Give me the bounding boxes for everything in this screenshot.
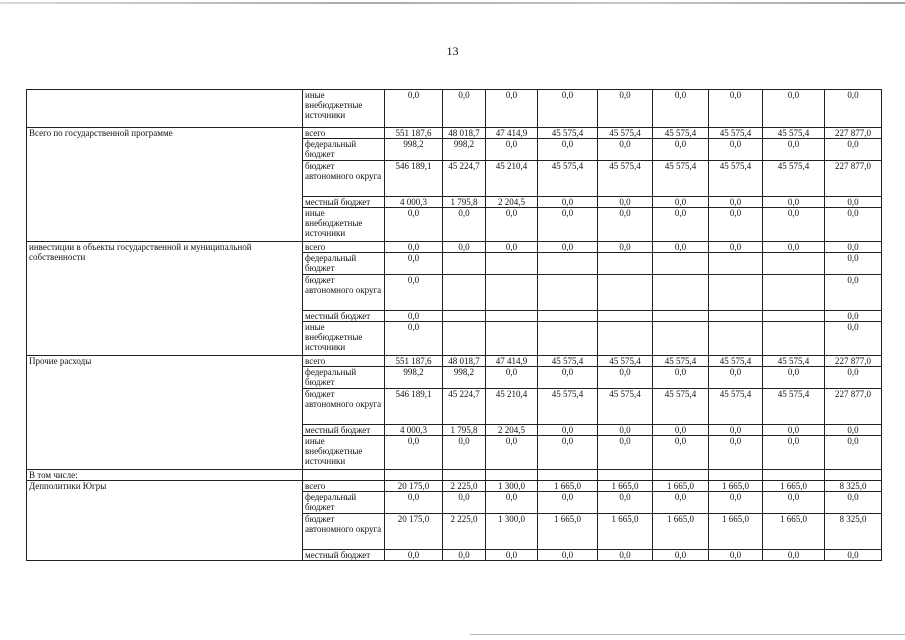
value-cell: 0,0 [486, 367, 538, 389]
value-cell: 0,0 [486, 492, 538, 514]
value-cell: 998,2 [443, 367, 486, 389]
value-cell: 0,0 [443, 550, 486, 561]
value-cell [763, 470, 825, 481]
source-cell: местный бюджет [303, 425, 385, 436]
value-cell [486, 253, 538, 275]
value-cell: 0,0 [598, 139, 653, 161]
source-cell: бюджет автономного округа [303, 514, 385, 550]
value-cell: 551 187,6 [385, 128, 443, 139]
value-cell: 0,0 [538, 90, 598, 128]
value-cell: 45 210,4 [486, 161, 538, 197]
source-cell: федеральный бюджет [303, 492, 385, 514]
value-cell: 45 575,4 [598, 161, 653, 197]
value-cell [486, 470, 538, 481]
value-cell: 0,0 [763, 425, 825, 436]
value-cell: 1 665,0 [653, 481, 709, 492]
value-cell: 0,0 [598, 367, 653, 389]
program-cell: Всего по государственной программе [27, 128, 303, 242]
source-cell: местный бюджет [303, 197, 385, 208]
value-cell: 45 575,4 [709, 356, 763, 367]
value-cell: 45 224,7 [443, 389, 486, 425]
value-cell: 0,0 [825, 436, 882, 470]
value-cell: 0,0 [653, 367, 709, 389]
table-row [27, 356, 882, 367]
value-cell: 0,0 [538, 492, 598, 514]
value-cell: 0,0 [653, 208, 709, 242]
value-cell: 1 795,8 [443, 197, 486, 208]
value-cell: 0,0 [443, 208, 486, 242]
value-cell: 45 575,4 [538, 161, 598, 197]
value-cell: 0,0 [443, 90, 486, 128]
value-cell [443, 275, 486, 311]
source-cell: всего [303, 481, 385, 492]
value-cell: 0,0 [825, 492, 882, 514]
value-cell: 45 575,4 [598, 128, 653, 139]
value-cell: 45 575,4 [763, 161, 825, 197]
source-cell: всего [303, 128, 385, 139]
value-cell: 0,0 [709, 425, 763, 436]
value-cell: 227 877,0 [825, 356, 882, 367]
value-cell: 0,0 [825, 197, 882, 208]
source-cell: федеральный бюджет [303, 367, 385, 389]
value-cell: 227 877,0 [825, 128, 882, 139]
value-cell: 0,0 [825, 275, 882, 311]
source-cell: бюджет автономного округа [303, 389, 385, 425]
value-cell: 0,0 [598, 242, 653, 253]
value-cell: 45 575,4 [763, 356, 825, 367]
source-cell: иные внебюджетные источники [303, 208, 385, 242]
value-cell: 45 575,4 [653, 128, 709, 139]
value-cell: 0,0 [538, 197, 598, 208]
value-cell: 0,0 [598, 492, 653, 514]
value-cell: 227 877,0 [825, 389, 882, 425]
value-cell [653, 275, 709, 311]
value-cell: 48 018,7 [443, 356, 486, 367]
value-cell: 0,0 [709, 367, 763, 389]
value-cell [598, 275, 653, 311]
program-cell [27, 90, 303, 128]
source-cell: местный бюджет [303, 311, 385, 322]
program-cell: Депполитики Югры [27, 481, 303, 561]
value-cell: 1 665,0 [538, 514, 598, 550]
value-cell: 0,0 [763, 550, 825, 561]
program-cell: Прочие расходы [27, 356, 303, 470]
value-cell: 4 000,3 [385, 425, 443, 436]
value-cell [709, 253, 763, 275]
value-cell: 0,0 [598, 197, 653, 208]
table-row [27, 242, 882, 253]
value-cell: 0,0 [653, 242, 709, 253]
program-cell: В том числе: [27, 470, 303, 481]
source-cell: иные внебюджетные источники [303, 322, 385, 356]
value-cell: 0,0 [486, 436, 538, 470]
value-cell: 0,0 [538, 242, 598, 253]
value-cell: 0,0 [486, 208, 538, 242]
table-row [27, 481, 882, 492]
value-cell: 0,0 [385, 436, 443, 470]
value-cell: 45 575,4 [709, 128, 763, 139]
value-cell [763, 253, 825, 275]
value-cell: 45 210,4 [486, 389, 538, 425]
value-cell [709, 470, 763, 481]
value-cell: 47 414,9 [486, 128, 538, 139]
value-cell: 0,0 [443, 436, 486, 470]
value-cell: 0,0 [385, 492, 443, 514]
value-cell: 2 204,5 [486, 197, 538, 208]
value-cell: 0,0 [653, 550, 709, 561]
value-cell: 0,0 [763, 139, 825, 161]
value-cell: 998,2 [385, 367, 443, 389]
value-cell: 45 575,4 [763, 128, 825, 139]
source-cell: иные внебюджетные источники [303, 436, 385, 470]
value-cell: 1 665,0 [763, 481, 825, 492]
value-cell: 8 325,0 [825, 514, 882, 550]
value-cell: 45 575,4 [653, 356, 709, 367]
value-cell [443, 311, 486, 322]
value-cell: 45 575,4 [709, 161, 763, 197]
value-cell: 0,0 [385, 311, 443, 322]
value-cell: 0,0 [709, 550, 763, 561]
value-cell [538, 311, 598, 322]
value-cell [709, 322, 763, 356]
value-cell [763, 311, 825, 322]
value-cell: 0,0 [486, 139, 538, 161]
source-cell: иные внебюджетные источники [303, 90, 385, 128]
value-cell: 0,0 [763, 367, 825, 389]
value-cell: 0,0 [709, 436, 763, 470]
source-cell: бюджет автономного округа [303, 275, 385, 311]
value-cell: 0,0 [443, 492, 486, 514]
value-cell: 546 189,1 [385, 161, 443, 197]
value-cell: 0,0 [763, 436, 825, 470]
value-cell [538, 322, 598, 356]
value-cell: 0,0 [825, 90, 882, 128]
value-cell: 0,0 [825, 242, 882, 253]
value-cell: 0,0 [709, 242, 763, 253]
value-cell [598, 322, 653, 356]
value-cell [538, 253, 598, 275]
table-row [27, 470, 882, 481]
value-cell: 0,0 [653, 139, 709, 161]
value-cell: 1 795,8 [443, 425, 486, 436]
scan-bottom-edge [470, 634, 905, 635]
value-cell: 1 300,0 [486, 481, 538, 492]
value-cell: 998,2 [385, 139, 443, 161]
value-cell: 0,0 [385, 550, 443, 561]
value-cell [763, 275, 825, 311]
value-cell: 0,0 [538, 367, 598, 389]
program-cell: инвестиции в объекты государственной и муниципальной собственности [27, 242, 303, 356]
value-cell: 0,0 [709, 90, 763, 128]
value-cell: 1 300,0 [486, 514, 538, 550]
value-cell: 8 325,0 [825, 481, 882, 492]
value-cell: 1 665,0 [598, 514, 653, 550]
value-cell: 0,0 [443, 242, 486, 253]
value-cell: 0,0 [653, 436, 709, 470]
source-cell: всего [303, 356, 385, 367]
value-cell: 0,0 [825, 253, 882, 275]
value-cell: 0,0 [709, 208, 763, 242]
value-cell: 0,0 [825, 425, 882, 436]
source-cell: всего [303, 242, 385, 253]
value-cell [653, 253, 709, 275]
value-cell: 0,0 [763, 242, 825, 253]
value-cell: 551 187,6 [385, 356, 443, 367]
value-cell: 45 575,4 [538, 356, 598, 367]
value-cell: 0,0 [598, 436, 653, 470]
value-cell [538, 275, 598, 311]
value-cell: 0,0 [825, 208, 882, 242]
value-cell: 45 575,4 [538, 128, 598, 139]
table-row [27, 128, 882, 139]
source-cell: федеральный бюджет [303, 139, 385, 161]
page-number: 13 [446, 44, 459, 58]
value-cell: 0,0 [538, 425, 598, 436]
value-cell [443, 322, 486, 356]
value-cell: 0,0 [538, 550, 598, 561]
value-cell: 0,0 [709, 139, 763, 161]
value-cell: 1 665,0 [598, 481, 653, 492]
value-cell: 20 175,0 [385, 481, 443, 492]
value-cell [486, 322, 538, 356]
value-cell: 2 225,0 [443, 481, 486, 492]
value-cell: 0,0 [825, 367, 882, 389]
value-cell: 0,0 [385, 253, 443, 275]
value-cell: 0,0 [385, 322, 443, 356]
value-cell: 0,0 [763, 208, 825, 242]
value-cell: 0,0 [598, 90, 653, 128]
value-cell: 45 575,4 [598, 389, 653, 425]
value-cell [538, 470, 598, 481]
value-cell: 0,0 [385, 208, 443, 242]
value-cell: 45 575,4 [598, 356, 653, 367]
value-cell: 0,0 [763, 90, 825, 128]
value-cell: 2 225,0 [443, 514, 486, 550]
value-cell: 2 204,5 [486, 425, 538, 436]
source-cell: бюджет автономного округа [303, 161, 385, 197]
value-cell: 1 665,0 [653, 514, 709, 550]
value-cell: 45 575,4 [653, 161, 709, 197]
value-cell: 0,0 [763, 197, 825, 208]
value-cell: 4 000,3 [385, 197, 443, 208]
value-cell: 0,0 [653, 425, 709, 436]
table-row [27, 90, 882, 128]
value-cell [443, 253, 486, 275]
value-cell: 45 224,7 [443, 161, 486, 197]
value-cell: 998,2 [443, 139, 486, 161]
value-cell: 0,0 [825, 311, 882, 322]
value-cell: 45 575,4 [538, 389, 598, 425]
value-cell: 0,0 [709, 492, 763, 514]
budget-table [26, 89, 882, 561]
value-cell: 0,0 [486, 242, 538, 253]
value-cell: 227 877,0 [825, 161, 882, 197]
value-cell: 1 665,0 [763, 514, 825, 550]
scan-top-edge [0, 2, 905, 4]
value-cell: 0,0 [598, 425, 653, 436]
value-cell [486, 275, 538, 311]
value-cell [709, 275, 763, 311]
value-cell: 1 665,0 [709, 514, 763, 550]
value-cell: 0,0 [653, 90, 709, 128]
value-cell: 45 575,4 [763, 389, 825, 425]
value-cell: 0,0 [486, 90, 538, 128]
value-cell: 0,0 [825, 550, 882, 561]
source-cell: федеральный бюджет [303, 253, 385, 275]
value-cell [598, 470, 653, 481]
value-cell [709, 311, 763, 322]
value-cell [825, 470, 882, 481]
value-cell: 0,0 [385, 90, 443, 128]
value-cell [385, 470, 443, 481]
value-cell: 0,0 [709, 197, 763, 208]
value-cell: 0,0 [598, 550, 653, 561]
value-cell: 20 175,0 [385, 514, 443, 550]
value-cell: 0,0 [385, 242, 443, 253]
value-cell: 0,0 [486, 550, 538, 561]
value-cell [653, 311, 709, 322]
value-cell [598, 311, 653, 322]
value-cell: 47 414,9 [486, 356, 538, 367]
value-cell [598, 253, 653, 275]
value-cell: 0,0 [538, 139, 598, 161]
value-cell: 45 575,4 [709, 389, 763, 425]
value-cell: 1 665,0 [538, 481, 598, 492]
value-cell [486, 311, 538, 322]
source-cell [303, 470, 385, 481]
value-cell: 0,0 [385, 275, 443, 311]
value-cell [443, 470, 486, 481]
value-cell: 0,0 [538, 208, 598, 242]
value-cell: 0,0 [763, 492, 825, 514]
value-cell: 1 665,0 [709, 481, 763, 492]
value-cell: 0,0 [538, 436, 598, 470]
value-cell: 0,0 [653, 492, 709, 514]
value-cell: 0,0 [825, 139, 882, 161]
value-cell: 546 189,1 [385, 389, 443, 425]
value-cell: 0,0 [825, 322, 882, 356]
value-cell: 0,0 [598, 208, 653, 242]
value-cell [653, 470, 709, 481]
value-cell: 45 575,4 [653, 389, 709, 425]
value-cell [763, 322, 825, 356]
value-cell: 0,0 [653, 197, 709, 208]
value-cell [653, 322, 709, 356]
source-cell: местный бюджет [303, 550, 385, 561]
value-cell: 48 018,7 [443, 128, 486, 139]
